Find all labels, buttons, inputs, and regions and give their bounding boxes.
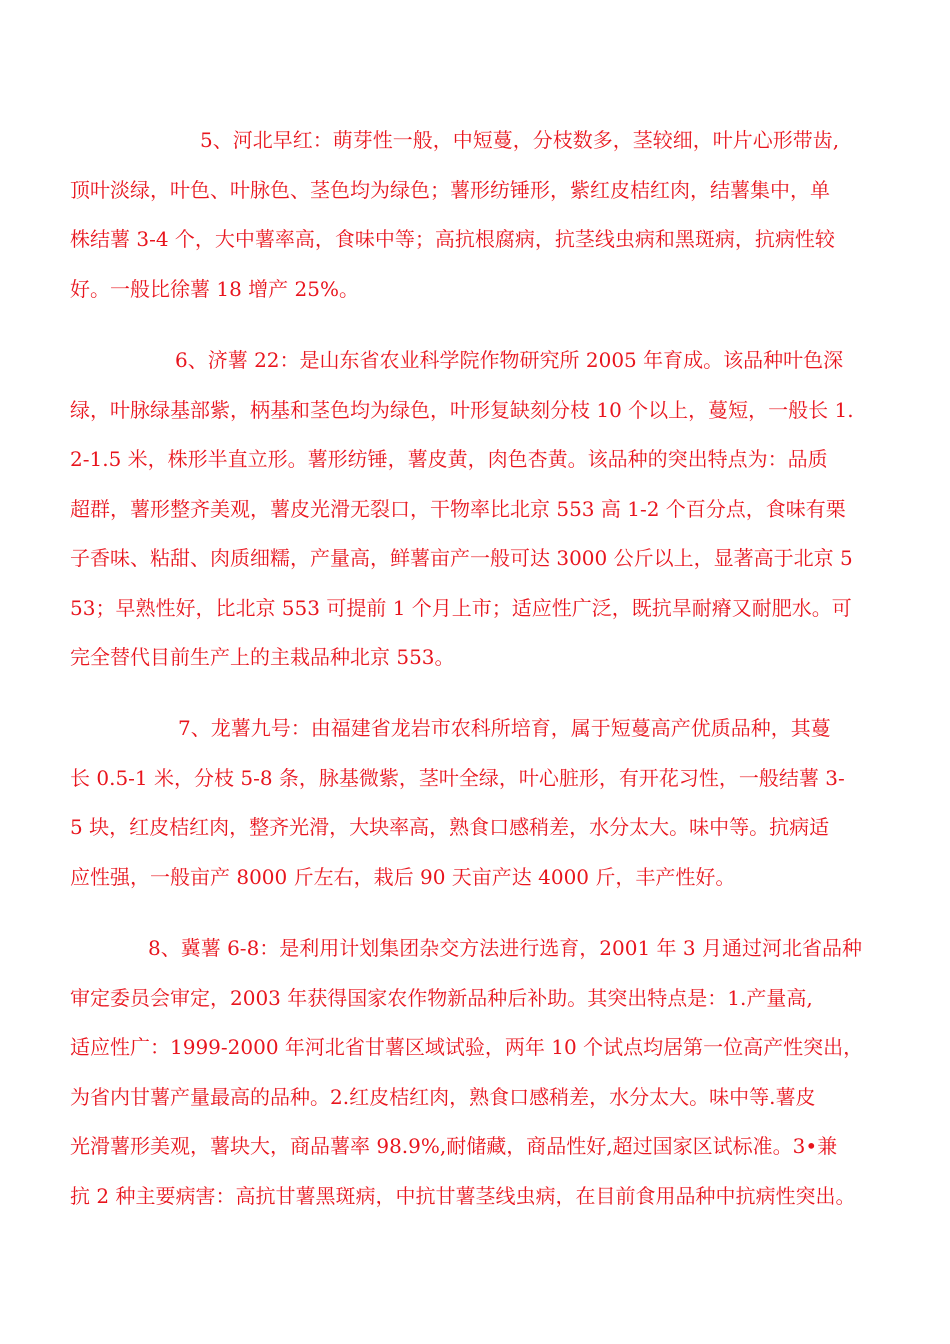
paragraph-line: 应性强，一般亩产 8000 斤左右，栽后 90 天亩产达 4000 斤，丰产性好。 [70,864,736,889]
paragraph-line: 7、龙薯九号：由福建省龙岩市农科所培育，属于短蔓高产优质品种，其蔓 [178,716,831,740]
paragraph-line: 53；早熟性好，比北京 553 可提前 1 个月上市；适应性广泛，既抗旱耐瘠又耐肥水。可 [70,595,852,620]
paragraph-hebei-zaohong [70,116,885,314]
paragraph-line: 5 块，红皮桔红肉，整齐光滑，大块率高，熟食口感稍差，水分太大。味中等。抗病适 [70,815,830,839]
paragraph-line: 好。一般比徐薯 18 增产 25%。 [70,276,359,301]
paragraph-line: 6、济薯 22：是山东省农业科学院作物研究所 2005 年育成。该品种叶色深 [175,348,844,372]
paragraph-line: 顶叶淡绿，叶色、叶脉色、茎色均为绿色；薯形纺锤形，紫红皮桔红肉，结薯集中，单 [70,177,830,202]
paragraph-line: 适应性广：1999-2000 年河北省甘薯区域试验，两年 10 个试点均居第一位高产性突出， [70,1035,864,1059]
paragraph-line: 审定委员会审定，2003 年获得国家农作物新品种后补助。其突出特点是：1.产量高, [70,985,813,1010]
paragraph-line: 绿，叶脉绿基部紫，柄基和茎色均为绿色，叶形复缺刻分枝 10 个以上，蔓短，一般长 1. [70,397,854,422]
paragraph-line: 为省内甘薯产量最高的品种。2.红皮桔红肉，熟食口感稍差，水分太大。味中等.薯皮 [70,1084,816,1109]
paragraph-line: 完全替代目前生产上的主栽品种北京 553。 [70,645,455,669]
paragraph-longshu-9 [70,704,885,902]
paragraph-line: 5、河北早红：萌芽性一般，中短蔓，分枝数多，茎较细，叶片心形带齿, [200,128,840,152]
paragraph-line: 子香味、粘甜、肉质细糯，产量高，鲜薯亩产一般可达 3000 公斤以上，显著高于北京 5 [70,546,853,570]
paragraph-jishu-22 [70,336,885,683]
paragraph-line: 光滑薯形美观，薯块大，商品薯率 98.9%,耐储藏，商品性好,超过国家区试标准。3•兼 [70,1134,838,1158]
paragraph-jishu-6-8 [70,924,885,1221]
paragraph-line: 2-1.5 米，株形半直立形。薯形纺锤，薯皮黄，肉色杏黄。该品种的突出特点为：品质 [70,447,828,471]
paragraph-line: 超群，薯形整齐美观，薯皮光滑无裂口，干物率比北京 553 高 1-2 个百分点，食味有栗 [70,496,846,521]
paragraph-line: 8、冀薯 6-8：是利用计划集团杂交方法进行选育，2001 年 3 月通过河北省品种 [148,936,862,960]
paragraph-line: 长 0.5-1 米，分枝 5-8 条，脉基微紫，茎叶全绿，叶心脏形，有开花习性，一般结薯 3- [70,765,845,790]
paragraph-line: 抗 2 种主要病害：高抗甘薯黑斑病，中抗甘薯茎线虫病，在目前食用品种中抗病性突出。 [70,1183,856,1208]
paragraph-line: 株结薯 3-4 个，大中薯率高，食味中等；高抗根腐病，抗茎线虫病和黑斑病，抗病性较 [70,227,835,251]
